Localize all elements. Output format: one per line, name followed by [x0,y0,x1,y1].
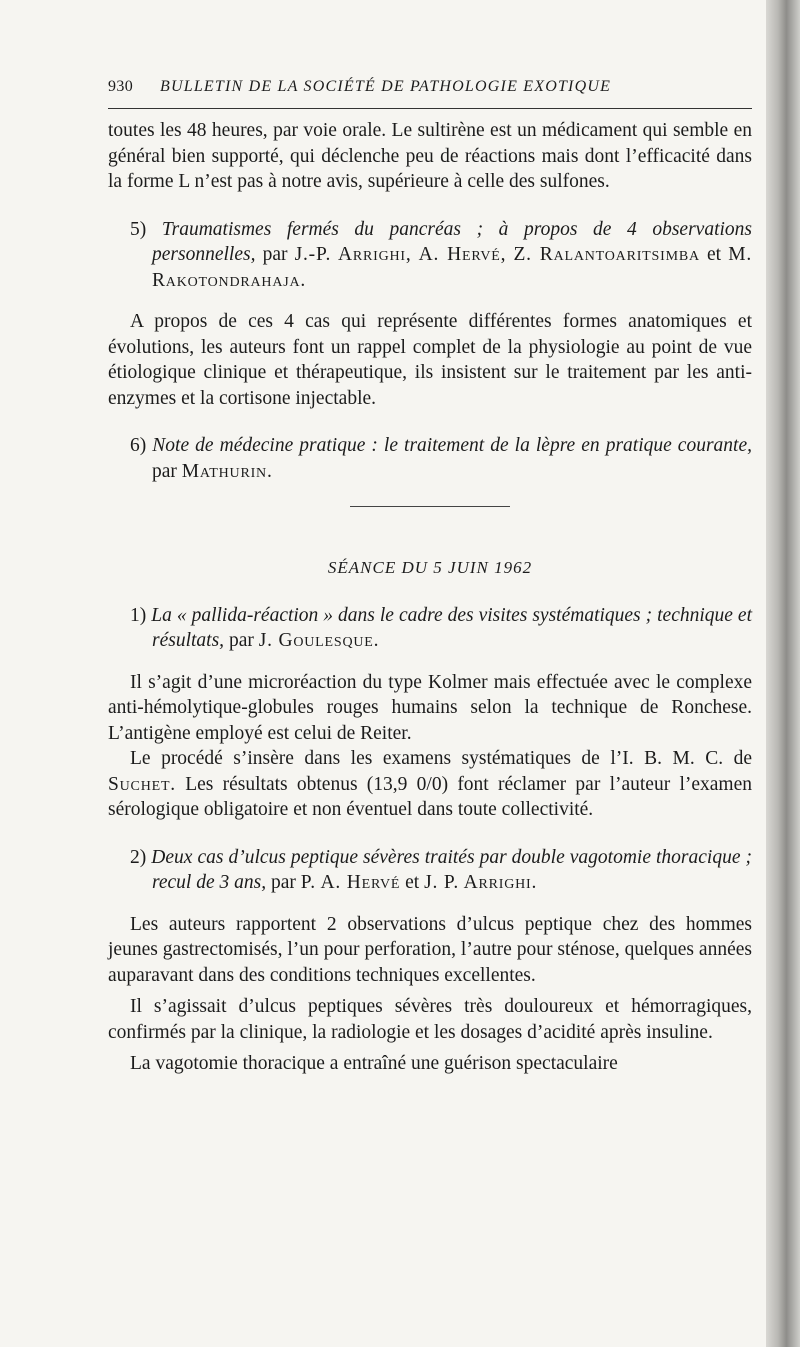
item-1-author-1: J. Goulesque. [258,630,380,651]
item-2-number: 2) [130,846,147,868]
item-1-number: 1) [130,604,147,626]
item-6-title: Note de médecine pratique : le traitement de la lèpre en pratique courante, [152,435,753,456]
page-edge-shadow [766,0,800,1347]
item-5-abstract: A propos de ces 4 cas qui représente différentes formes anatomiques et évolutions, les auteurs font un rappel complet de la physiologie au point de vue étiologique clinique et thérapeutique, ils insistent sur le traitement par les anti-enzymes et la cortisone injectable. [108,311,752,409]
item-1-by: par [228,630,254,651]
item-1-para2-start: Le procédé s’insère dans les examens systématiques de l’I. B. M. C. de [130,748,752,769]
running-header [108,76,748,102]
item-1-para2-end: Les résultats obtenus (13,9 0/0) font réclamer par l’auteur l’examen sérologique obligatoire et non éventuel dans toute collectivité. [108,773,752,820]
item-5-et: et [707,244,722,265]
item-2-paragraph-3: La vagotomie thoracique a entraîné une guérison spectaculaire [130,1053,618,1074]
item-2-title: Deux cas d’ulcus peptique sévères traités par double vagotomie thoracique ; recul de 3 ans, [151,846,753,893]
item-6-reference [108,433,752,484]
item-5-author-2: A. Hervé, [418,244,507,265]
item-5-title: Traumatismes fermés du pancréas ; à propos de 4 observations personnelles, [152,218,753,265]
item-5-by: par [262,244,288,265]
item-1-para2-name: Suchet. [108,773,176,795]
item-5-number: 5) [130,218,147,240]
journal-title: BULLETIN DE LA SOCIÉTÉ DE PATHOLOGIE EXOTIQUE [160,78,612,95]
item-5-author-3: Z. Ralantoaritsimba [513,244,700,265]
item-1-paragraph-1: Il s’agit d’une microréaction du type Kolmer mais effectuée avec le complexe anti-hémolytique-globules rouges humains selon la technique de Ronchese. L’antigène employé est celui de Reiter. [108,671,752,744]
item-2-paragraph-2: Il s’agissait d’ulcus peptiques sévères très douloureux et hémorragiques, confirmés par la clinique, la radiologie et les dosages d’acidité après insuline. [108,996,752,1043]
item-2-author-2: J. P. Arrighi. [424,872,538,893]
item-2-paragraph-1: Les auteurs rapportent 2 observations d’ulcus peptique chez des hommes jeunes gastrectomisés, l’un pour perforation, l’autre pour sténose, quelques années auparavant dans des conditions techniques excellentes. [108,913,752,986]
item-1-title: La « pallida-réaction » dans le cadre des visites systématiques ; technique et résultats, [151,604,752,651]
item-5-author-4: M. Rakotondrahaja. [152,244,753,291]
item-2-reference [108,845,752,896]
item-1-paragraph-2 [108,746,752,823]
item-6-number: 6) [130,435,147,456]
intro-paragraph: toutes les 48 heures, par voie orale. Le sultirène est un médicament qui semble en général bien supporté, qui déclenche peu de réactions mais dont l’efficacité dans la forme L n’est pas à notre avis, supérieure à celle des sulfones. [108,120,752,192]
session-heading: SÉANCE DU 5 JUIN 1962 [327,558,533,577]
article-body [108,118,752,1077]
item-5-author-1: J.-P. Arrighi, [294,244,412,265]
item-1-reference [108,603,752,654]
header-rule [108,108,752,109]
item-2-et: et [405,872,420,893]
item-6-author-1: Mathurin. [181,460,273,482]
item-2-by: par [270,872,296,893]
page-number: 930 [108,78,134,95]
item-6-by: par [152,460,177,482]
item-5-reference [108,217,752,294]
section-divider [350,506,510,507]
item-2-author-1: P. A. Hervé [300,872,401,893]
